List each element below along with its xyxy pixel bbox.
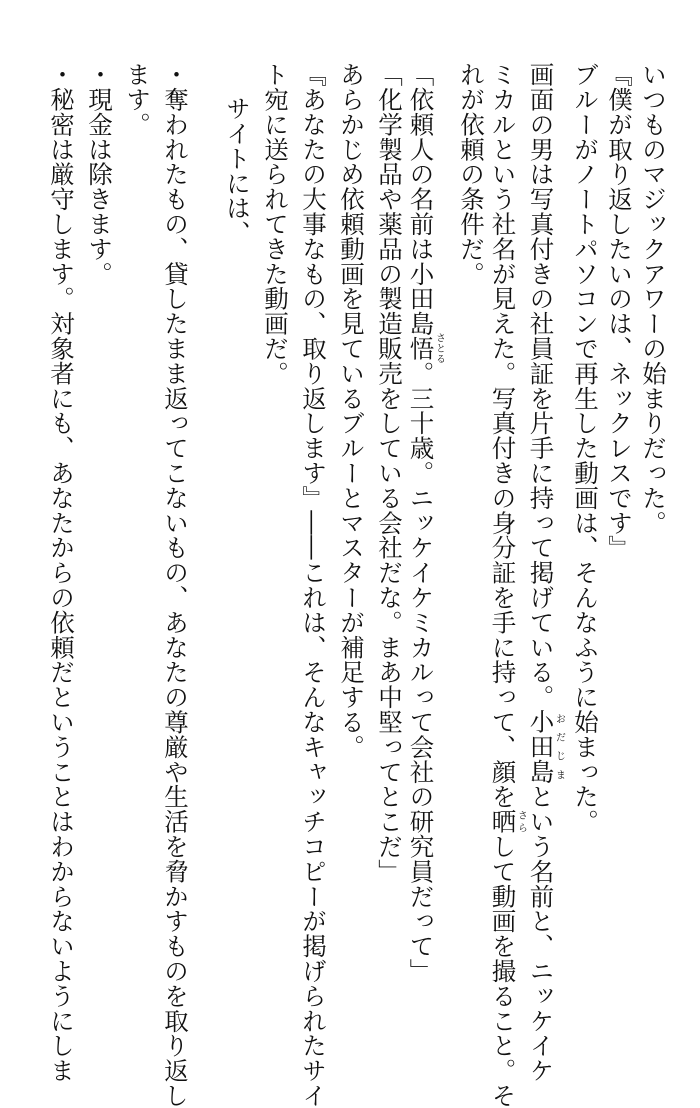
- text-line-7: [406, 62, 445, 984]
- ruby-satoru: 悟さとる: [406, 332, 445, 364]
- text-line-15: ・現金は除きます。: [85, 62, 114, 287]
- text-line-9: あらかじめ依頼動画を見ているブルーとマスターが補足する。: [337, 62, 366, 760]
- text-line-2: 『僕が取り返したいのは、ネックレスです』: [605, 62, 634, 560]
- text-line-4: [526, 62, 565, 1083]
- text-line-3: ブルーがノートパソコンで再生した動画は、そんなふうに始まった。: [571, 62, 600, 834]
- text-line-13: ・奪われたもの、貸したまま返ってこないもの、あなたの尊厳や生活を脅かすものを取り返し: [161, 62, 190, 1108]
- text-line-5: [488, 62, 527, 1108]
- text-line-5-main: ミカルという社名が見えた。写真付きの身分証を手に持って、顔を: [488, 62, 518, 809]
- text-line-7-main: 「依頼人の名前は小田島: [406, 62, 436, 336]
- text-line-12: サイトには、: [223, 96, 252, 246]
- text-line-4-tail: という名前と、ニッケイケ: [526, 784, 556, 1083]
- ruby-sara: 晒さら: [488, 809, 527, 834]
- text-line-16: ・秘密は厳守します。対象者にも、あなたからの依頼だということはわからないようにしま: [47, 62, 76, 1083]
- text-line-14: ます。: [123, 62, 152, 137]
- text-line-6: れが依頼の条件だ。: [457, 62, 486, 287]
- text-line-4-main: 画面の男は写真付きの社員証を片手に持って掲げている。: [526, 62, 556, 710]
- text-line-10: 『あなたの大事なもの、取り返します』――これは、そんなキャッチコピーが掲げられたサイ: [299, 62, 328, 1108]
- text-line-7-tail: 。三十歳。ニッケイケミカルって会社の研究員だって」: [406, 360, 436, 984]
- ruby-odajima: 小田島おだじま: [526, 709, 565, 785]
- text-line-5-tail: して動画を撮ること。そ: [488, 833, 518, 1108]
- text-line-8: 「化学製品や薬品の製造販売をしている会社だな。まあ中堅ってとこだ」: [375, 62, 404, 884]
- text-line-11: ト宛に送られてきた動画だ。: [261, 62, 290, 386]
- text-line-1: いつものマジックアワーの始まりだった。: [639, 62, 668, 536]
